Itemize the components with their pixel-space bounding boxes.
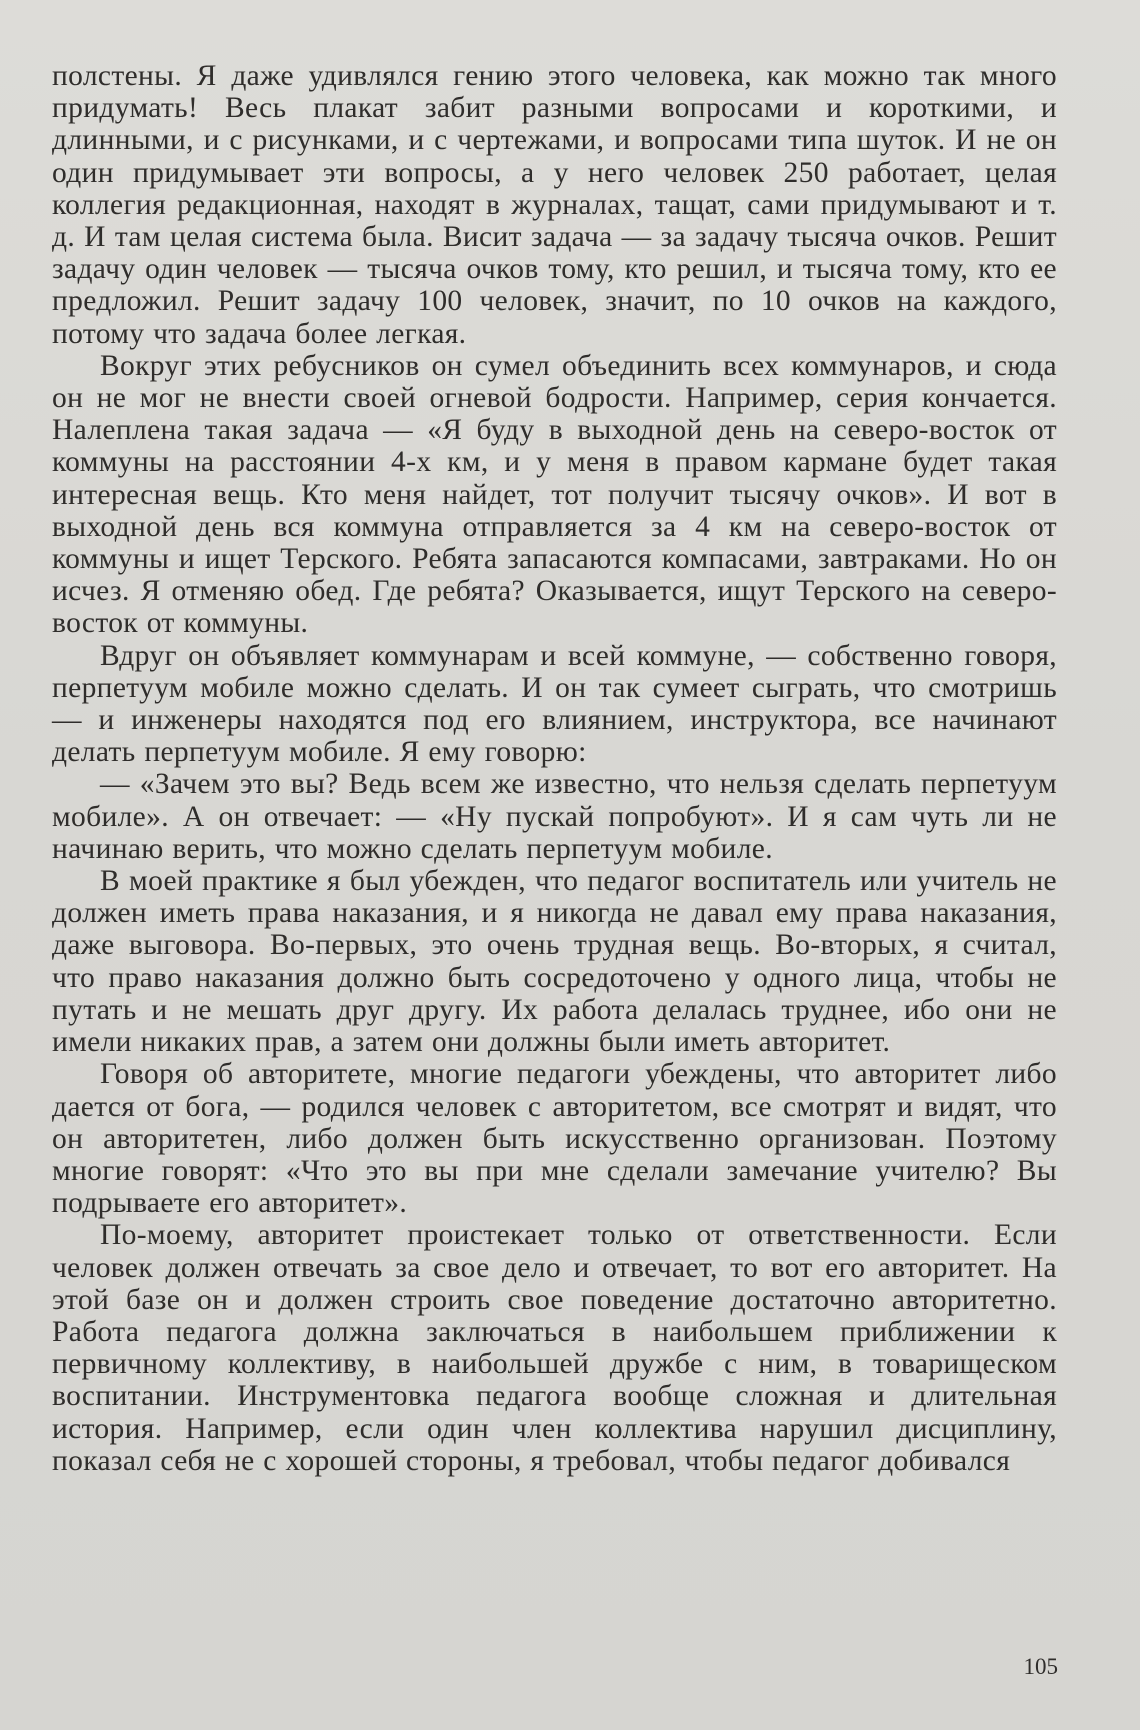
paragraph: полстены. Я даже удивлялся гению этого человека, как можно так много придумать! Весь плакат забит разными вопросами и короткими, и длинными, и с рисунками, и с чертежами, и вопросами типа шуток. И не он один придумывает эти вопросы, а у него человек 250 работает, целая коллегия редакционная, находят в журналах, тащат, сами придумывают и т. д. И там целая система была. Висит задача — за задачу тысяча очков. Решит задачу один человек — тысяча очков тому, кто решил, и тысяча тому, кто ее предложил. Решит задачу 100 человек, значит, по 10 очков на каждого, потому что задача более легкая. [52, 60, 1057, 350]
page-number: 105 [1023, 1654, 1058, 1679]
paragraph: — «Зачем это вы? Ведь всем же известно, что нельзя сделать перпетуум мобиле». А он отвечает: — «Ну пускай попробуют». И я сам чуть ли не начинаю верить, что можно сделать перпетуум мобиле. [52, 768, 1057, 865]
body-text [52, 60, 1057, 1477]
paragraph: Вокруг этих ребусников он сумел объединить всех коммунаров, и сюда он не мог не внести своей огневой бодрости. Например, серия кончается. Налеплена такая задача — «Я буду в выходной день на северо-восток от коммуны на расстоянии 4-х км, и у меня в правом кармане будет такая интересная вещь. Кто меня найдет, тот получит тысячу очков». И вот в выходной день вся коммуна отправляется за 4 км на северо-восток от коммуны и ищет Терского. Ребята запасаются компасами, завтраками. Но он исчез. Я отменяю обед. Где ребята? Оказывается, ищут Терского на северо-восток от коммуны. [52, 349, 1057, 640]
paragraph: Вдруг он объявляет коммунарам и всей коммуне, — собственно говоря, перпетуум мобиле можно сделать. И он так сумеет сыграть, что смотришь — и инженеры находятся под его влиянием, инструктора, все начинают делать перпетуум мобиле. Я ему говорю: [52, 639, 1057, 769]
paragraph: В моей практике я был убежден, что педагог воспитатель или учитель не должен иметь права наказания, и я никогда не давал ему права наказания, даже выговора. Во-первых, это очень трудная вещь. Во-вторых, я считал, что право наказания должно быть сосредоточено у одного лица, чтобы не путать и не мешать друг другу. Их работа делалась труднее, ибо они не имели никаких прав, а затем они должны были иметь авторитет. [52, 865, 1057, 1059]
paragraph: Говоря об авторитете, многие педагоги убеждены, что авторитет либо дается от бога, — родился человек с авторитетом, все смотрят и видят, что он авторитетен, либо должен быть искусственно организован. Поэтому многие говорят: «Что это вы при мне сделали замечание учителю? Вы подрываете его авторитет». [52, 1058, 1057, 1220]
paragraph: По-моему, авторитет проистекает только от ответственности. Если человек должен отвечать за свое дело и отвечает, то вот его авторитет. На этой базе он и должен строить свое поведение достаточно авторитетно. Работа педагога должна заключаться в наибольшем приближении к первичному коллективу, в наибольшей дружбе с ним, в товарищеском воспитании. Инструментовка педагога вообще сложная и длительная история. Например, если один член коллектива нарушил дисциплину, показал себя не с хорошей стороны, я требовал, чтобы педагог добивался [52, 1219, 1057, 1477]
